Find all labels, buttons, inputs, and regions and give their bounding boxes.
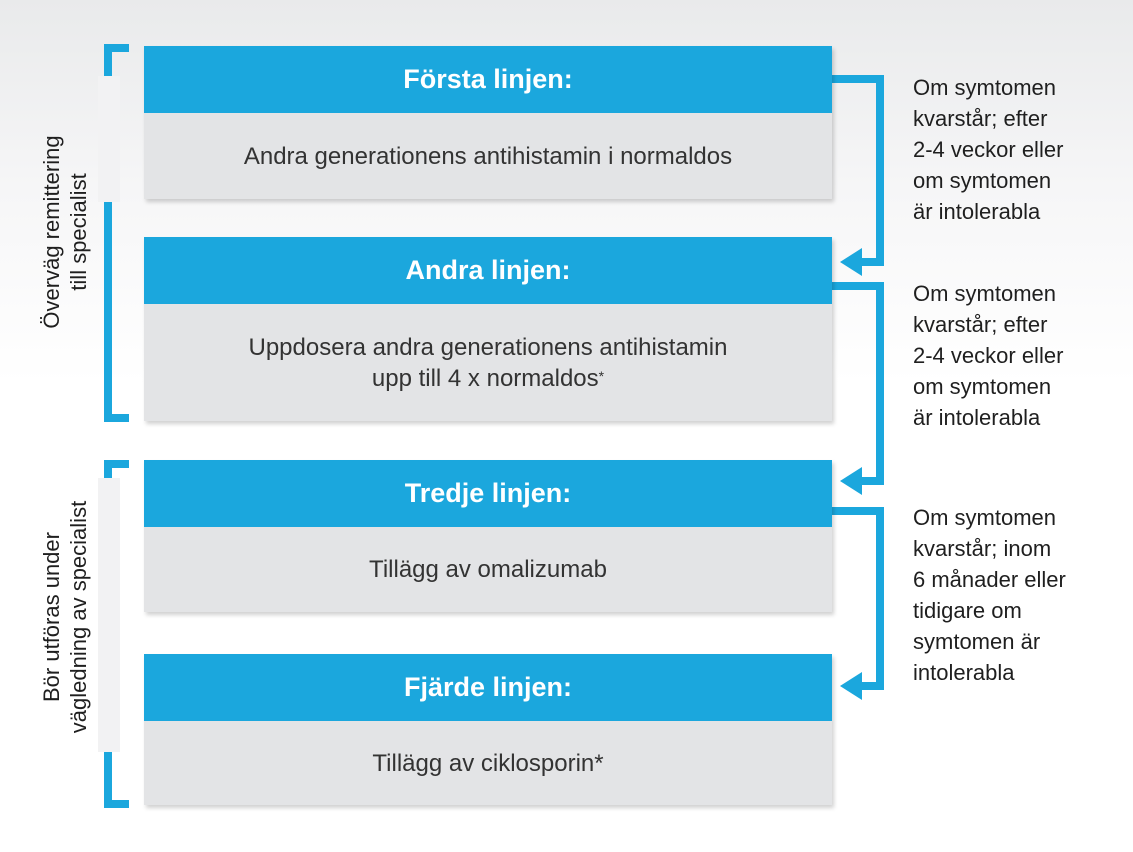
arrowhead-2 <box>840 467 862 495</box>
step-first-line <box>144 46 832 199</box>
step-description: Uppdosera andra generationens antihistamin upp till 4 x normaldos* <box>144 304 832 421</box>
step-third-line <box>144 460 832 612</box>
arrowhead-3 <box>840 672 862 700</box>
step-title: Tredje linjen: <box>144 460 832 527</box>
transition-note-3: Om symtomen kvarstår; inom 6 månader eller tidigare om symtomen är intolerabla <box>913 505 1066 685</box>
arrowhead-1 <box>840 248 862 276</box>
step-description: Tillägg av omalizumab <box>144 527 832 612</box>
step-title: Andra linjen: <box>144 237 832 304</box>
step-second-line <box>144 237 832 421</box>
transition-note-2: Om symtomen kvarstår; efter 2-4 veckor eller om symtomen är intolerabla <box>913 281 1064 430</box>
step-title: Första linjen: <box>144 46 832 113</box>
step-description: Andra generationens antihistamin i normaldos <box>144 113 832 199</box>
side-label-specialist-guidance: Bör utföras under vägledning av specialist <box>39 500 91 734</box>
step-fourth-line <box>144 654 832 805</box>
connector-3 <box>832 511 880 686</box>
step-description: Tillägg av ciklosporin* <box>144 721 832 805</box>
footnote-marker: * <box>598 367 605 384</box>
step-title: Fjärde linjen: <box>144 654 832 721</box>
transition-note-1: Om symtomen kvarstår; efter 2-4 veckor eller om symtomen är intolerabla <box>913 75 1064 224</box>
connector-1 <box>832 79 880 262</box>
connector-2 <box>832 286 880 481</box>
side-label-referral: Överväg remittering till specialist <box>39 135 91 329</box>
